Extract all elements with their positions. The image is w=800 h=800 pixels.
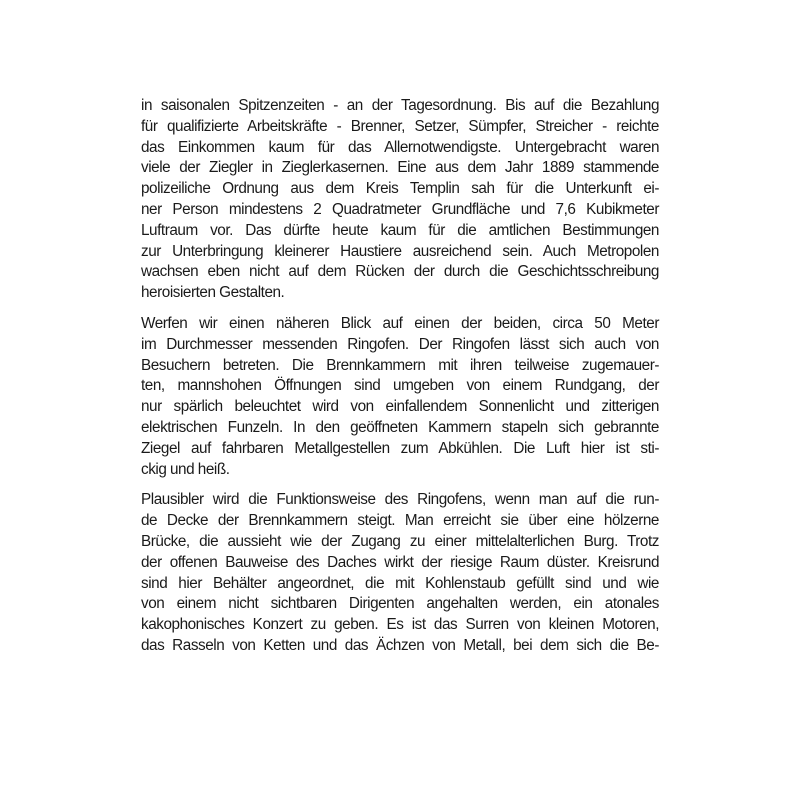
- text-line: das Einkommen kaum für das Allernotwendigste. Untergebracht waren: [141, 138, 659, 156]
- paragraph-2: [141, 314, 659, 480]
- text-line: polizeiliche Ordnung aus dem Kreis Templin sah für die Unterkunft ei-: [141, 180, 659, 198]
- text-line: sind hier Behälter angeordnet, die mit Kohlenstaub gefüllt sind und wie: [141, 574, 659, 592]
- text-line: heroisierten Gestalten.: [141, 284, 285, 302]
- text-line: Besuchern betreten. Die Brennkammern mit ihren teilweise zugemauer-: [141, 356, 659, 374]
- text-line: für qualifizierte Arbeitskräfte - Brenner, Setzer, Sümpfer, Streicher - reichte: [141, 117, 659, 135]
- text-line: kakophonisches Konzert zu geben. Es ist das Surren von kleinen Motoren,: [141, 616, 659, 634]
- text-line: de Decke der Brennkammern steigt. Man erreicht sie über eine hölzerne: [141, 512, 659, 530]
- text-line: das Rasseln von Ketten und das Ächzen von Metall, bei dem sich die Be-: [141, 636, 659, 654]
- text-line: ner Person mindestens 2 Quadratmeter Grundfläche und 7,6 Kubikmeter: [141, 200, 659, 218]
- text-line: wachsen eben nicht auf dem Rücken der durch die Geschichtsschreibung: [141, 263, 659, 281]
- text-line: Brücke, die aussieht wie der Zugang zu einer mittelalterlichen Burg. Trotz: [141, 532, 659, 550]
- text-line: Plausibler wird die Funktionsweise des Ringofens, wenn man auf die run-: [141, 491, 659, 509]
- text-line: viele der Ziegler in Zieglerkasernen. Eine aus dem Jahr 1889 stammende: [141, 159, 659, 177]
- document-page: [141, 96, 659, 667]
- text-line: elektrischen Funzeln. In den geöffneten Kammern stapeln sich gebrannte: [141, 418, 659, 436]
- text-line: im Durchmesser messenden Ringofen. Der Ringofen lässt sich auch von: [141, 335, 659, 353]
- text-line: Werfen wir einen näheren Blick auf einen der beiden, circa 50 Meter: [141, 314, 659, 332]
- text-line: nur spärlich beleuchtet wird von einfallendem Sonnenlicht und zitterigen: [141, 398, 659, 416]
- text-line: von einem nicht sichtbaren Dirigenten angehalten werden, ein atonales: [141, 595, 659, 613]
- text-line: ten, mannshohen Öffnungen sind umgeben von einem Rundgang, der: [141, 377, 659, 395]
- text-line: Ziegel auf fahrbaren Metallgestellen zum Abkühlen. Die Luft hier ist sti-: [141, 439, 659, 457]
- text-line: in saisonalen Spitzenzeiten - an der Tagesordnung. Bis auf die Bezahlung: [141, 97, 659, 114]
- paragraph-1: [141, 96, 659, 304]
- paragraph-3: [141, 490, 659, 656]
- text-line: Luftraum vor. Das dürfte heute kaum für die amtlichen Bestimmungen: [141, 221, 659, 239]
- text-line: zur Unterbringung kleinerer Haustiere ausreichend sein. Auch Metropolen: [141, 242, 659, 260]
- text-line: ckig und heiß.: [141, 460, 230, 478]
- text-line: der offenen Bauweise des Daches wirkt der riesige Raum düster. Kreisrund: [141, 553, 659, 571]
